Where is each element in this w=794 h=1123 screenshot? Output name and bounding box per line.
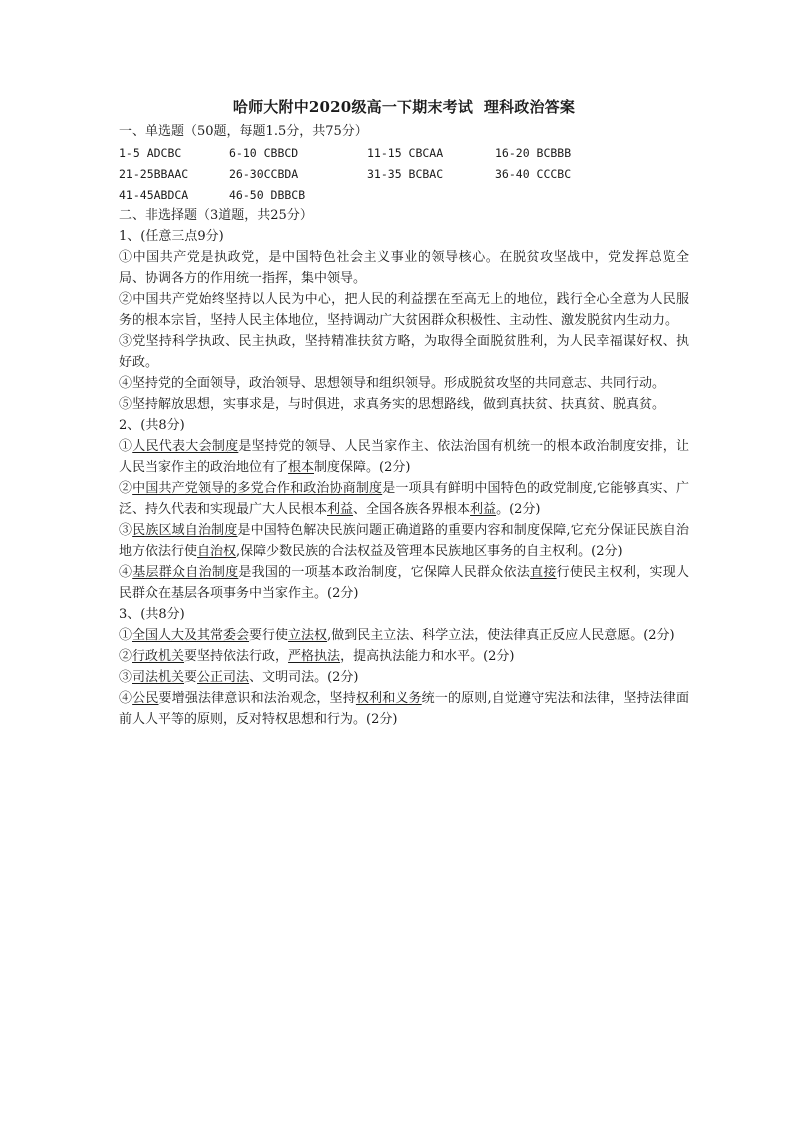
page-title: 哈师大附中2020级高一下期末考试 理科政治答案 bbox=[232, 98, 576, 116]
point-text: 。(2分) bbox=[496, 502, 541, 517]
q3-point-4 bbox=[119, 688, 689, 730]
point-marker: ④ bbox=[119, 691, 133, 706]
answer-key-table bbox=[119, 142, 615, 205]
answer-cell: 21-25BBAAC bbox=[119, 166, 189, 181]
point-marker: ③ bbox=[119, 670, 133, 685]
point-text: 、全国各族各界根本 bbox=[353, 502, 471, 517]
q2-point-3 bbox=[119, 520, 689, 562]
q3-point-2 bbox=[119, 646, 689, 667]
point-text: 要 bbox=[184, 670, 198, 685]
answer-cell: 26-30CCBDA bbox=[229, 166, 299, 181]
point-text: 是一项具有鲜明中国特色的政党制度,它能够真实、广泛、持久代表和实现最广大人民根本 bbox=[119, 481, 689, 517]
point-text: 要增强法律意识和法治观念，坚持 bbox=[158, 691, 356, 706]
point-text: 是中国特色解决民族问题正确道路的重要内容和制度保障,它充分保证民族自治地方依法行使 bbox=[119, 523, 689, 559]
key-term: 利益 bbox=[470, 502, 497, 517]
point-marker: ② bbox=[119, 481, 133, 496]
key-term: 权利和义务 bbox=[355, 691, 422, 706]
key-term: 直接 bbox=[530, 565, 557, 580]
key-term: 民族区域自治制度 bbox=[132, 523, 238, 538]
point-text: 要坚持依法行政， bbox=[184, 649, 289, 664]
q2-point-2 bbox=[119, 478, 689, 520]
q1-point-1: ①中国共产党是执政党，是中国特色社会主义事业的领导核心。在脱贫攻坚战中，党发挥总览全局、协调各方的作用统一指挥，集中领导。 bbox=[119, 250, 689, 286]
point-text: 要行使 bbox=[249, 628, 289, 643]
point-marker: ④ bbox=[119, 565, 133, 580]
point-text: 是我国的一项基本政治制度，它保障人民群众依法 bbox=[238, 565, 531, 580]
point-marker: ① bbox=[119, 628, 133, 643]
answer-cell: 11-15 CBCAA bbox=[367, 145, 444, 160]
q1-point-2: ②中国共产党始终坚持以人民为中心，把人民的利益摆在至高无上的地位，践行全心全意为人民服务的根本宗旨，坚持人民主体地位，坚持调动广大贫困群众积极性、主动性、激发脱贫内生动力。 bbox=[119, 292, 689, 328]
answer-cell: 6-10 CBBCD bbox=[229, 145, 299, 160]
answer-cell bbox=[495, 184, 615, 205]
table-row bbox=[119, 142, 615, 163]
q3-point-3 bbox=[119, 667, 689, 688]
point-marker: ② bbox=[119, 649, 133, 664]
point-text: ，提高执法能力和水平。(2分) bbox=[340, 649, 515, 664]
q1-point-4: ④坚持党的全面领导，政治领导、思想领导和组织领导。形成脱贫攻坚的共同意志、共同行动。 bbox=[119, 376, 666, 391]
q3-point-1 bbox=[119, 625, 689, 646]
q1-point-5: ⑤坚持解放思想，实事求是，与时俱进，求真务实的思想路线，做到真扶贫、扶真贫、脱真贫。 bbox=[119, 397, 666, 412]
q2-point-1 bbox=[119, 436, 689, 478]
section-1-heading: 一、单选题（50题，每题1.5分，共75分） bbox=[119, 124, 368, 139]
q2-point-4 bbox=[119, 562, 689, 604]
point-text: ,做到民主立法、科学立法，使法律真正反应人民意愿。(2分) bbox=[327, 628, 675, 643]
answer-sheet bbox=[119, 96, 689, 730]
key-term: 自治权 bbox=[197, 544, 237, 559]
point-text: 行使民主权利，实现人民群众在基层各项事务中当家作主。(2分) bbox=[119, 565, 689, 601]
question-2-heading: 2、(共8分) bbox=[119, 418, 185, 433]
answer-cell bbox=[367, 184, 495, 205]
point-text: 统一的原则,自觉遵守宪法和法律，坚持法律面前人人平等的原则，反对特权思想和行为。(2分) bbox=[119, 691, 689, 727]
section-2-heading: 二、非选择题（3道题，共25分） bbox=[119, 208, 313, 223]
point-text: 制度保障。(2分) bbox=[314, 460, 411, 475]
point-text: 是坚持党的领导、人民当家作主、依法治国有机统一的根本政治制度安排，让人民当家作主的政治地位有了 bbox=[119, 439, 689, 475]
table-row bbox=[119, 163, 615, 184]
answer-cell: 31-35 BCBAC bbox=[367, 166, 444, 181]
answer-cell: 16-20 BCBBB bbox=[495, 145, 572, 160]
point-text: ,保障少数民族的合法权益及管理本民族地区事务的自主权利。(2分) bbox=[236, 544, 623, 559]
answer-cell: 41-45ABDCA bbox=[119, 187, 189, 202]
key-term: 行政机关 bbox=[132, 649, 185, 664]
key-term: 根本 bbox=[288, 460, 315, 475]
answer-cell: 1-5 ADCBC bbox=[119, 145, 182, 160]
key-term: 利益 bbox=[327, 502, 354, 517]
key-term: 公民 bbox=[132, 691, 159, 706]
key-term: 严格执法 bbox=[288, 649, 341, 664]
point-text: 、文明司法。(2分) bbox=[249, 670, 359, 685]
q1-point-3: ③党坚持科学执政、民主执政，坚持精准扶贫方略，为取得全面脱贫胜利，为人民幸福谋好权、执好政。 bbox=[119, 334, 689, 370]
answer-cell: 46-50 DBBCB bbox=[229, 187, 306, 202]
key-term: 公正司法 bbox=[197, 670, 250, 685]
point-marker: ③ bbox=[119, 523, 133, 538]
key-term: 全国人大及其常委会 bbox=[132, 628, 250, 643]
key-term: 中国共产党领导的多党合作和政治协商制度 bbox=[132, 481, 383, 496]
key-term: 人民代表大会制度 bbox=[132, 439, 239, 454]
table-row bbox=[119, 184, 615, 205]
key-term: 立法权 bbox=[288, 628, 328, 643]
question-1-heading: 1、(任意三点9分) bbox=[119, 229, 224, 244]
point-marker: ① bbox=[119, 439, 133, 454]
key-term: 司法机关 bbox=[132, 670, 185, 685]
key-term: 基层群众自治制度 bbox=[132, 565, 239, 580]
answer-cell: 36-40 CCCBC bbox=[495, 166, 572, 181]
question-3-heading: 3、(共8分) bbox=[119, 607, 185, 622]
